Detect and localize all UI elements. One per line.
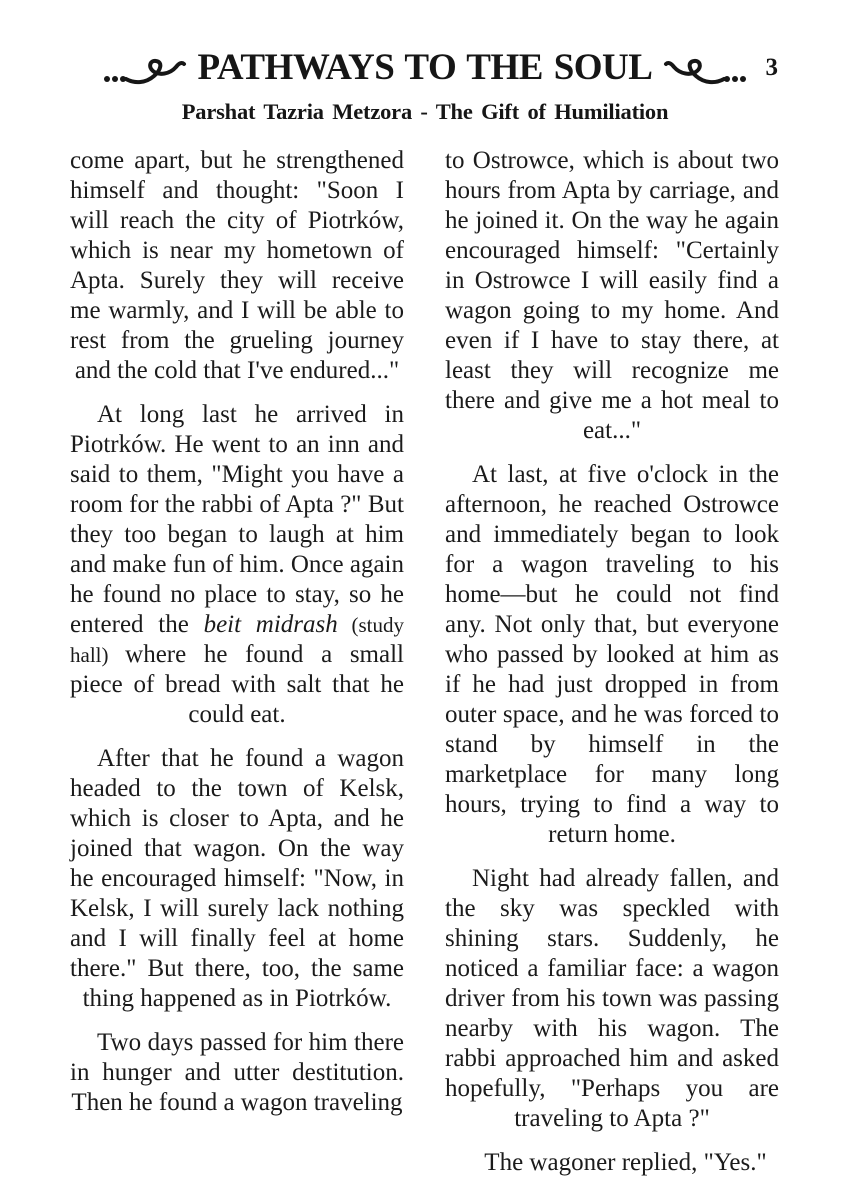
- paragraph: [70, 400, 404, 730]
- italic-term: beit midrash: [203, 611, 338, 638]
- page-number: 3: [765, 54, 778, 81]
- page-subtitle: Parshat Tazria Metzora - The Gift of Humiliation: [181, 99, 669, 124]
- gloss-text: (study hall): [70, 613, 404, 667]
- paragraph: At last, at five o'clock in the afternoon, he reached Ostrowce and immediately began to look for a wagon traveling to his home—but he could not find any. Not only that, but everyone who passed by looked at him as if he had just dropped in from outer space, and he was forced to stand by himself in the marketplace for many long hours, trying to find a way to return home.: [445, 461, 779, 848]
- page-header: [70, 46, 780, 125]
- paragraph: Two days passed for him there in hunger and utter destitution. Then he found a wagon traveling: [70, 1029, 404, 1116]
- paragraph: Night had already fallen, and the sky was speckled with shining stars. Suddenly, he noticed a familiar face: a wagon driver from his town was passing nearby with his wagon. The rabbi approached him and asked hopefully, "Perhaps you are traveling to Apta ?": [445, 865, 779, 1132]
- paragraph: The wagoner replied, "Yes.": [484, 1149, 767, 1176]
- flourish-left-icon: [102, 57, 188, 89]
- left-column: [70, 146, 404, 1192]
- paragraph: come apart, but he strengthened himself and thought: "Soon I will reach the city of Piotrków, which is near my hometown of Apta. Surely they will receive me warmly, and I will be able to rest from the grueling journey and the cold that I've endured...": [70, 147, 404, 384]
- flourish-right-icon: [662, 57, 748, 89]
- text-run: At long last he arrived in Piotrków. He went to an inn and said to them, "Might you have a room for the rabbi of Apta ?" But they too began to laugh at him and make fun of him. Once again he found no place to stay, so he entered the: [70, 401, 404, 638]
- paragraph: After that he found a wagon headed to the town of Kelsk, which is closer to Apta, and he joined that wagon. On the way he encouraged himself: "Now, in Kelsk, I will surely lack nothing and I will finally feel at home there." But there, too, the same thing happened as in Piotrków.: [70, 745, 404, 1012]
- paragraph: to Ostrowce, which is about two hours from Apta by carriage, and he joined it. On the way he again encouraged himself: "Certainly in Ostrowce I will easily find a wagon going to my home. And even if I have to stay there, at least they will recognize me there and give me a hot meal to eat...": [445, 147, 779, 444]
- page-title: PATHWAYS TO THE SOUL: [197, 47, 653, 88]
- title-row: [70, 46, 780, 89]
- two-column-text: [70, 146, 780, 1192]
- text-run: where he found a small piece of bread with salt that he could eat.: [70, 641, 404, 728]
- right-column: [445, 146, 779, 1192]
